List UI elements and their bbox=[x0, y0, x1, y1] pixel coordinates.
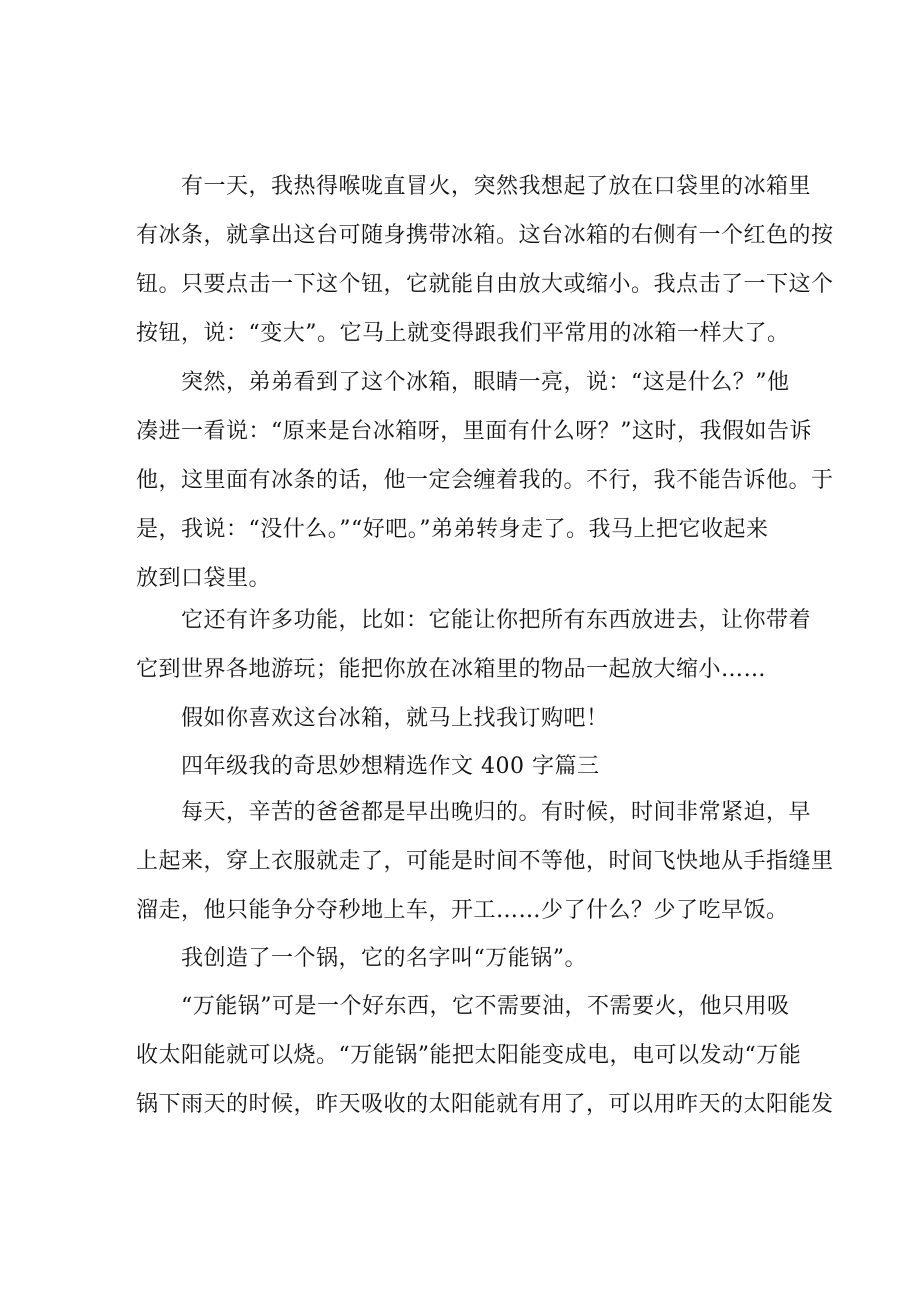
paragraph-3-line-2: 它到世界各地游玩；能把你放在冰箱里的物品一起放大缩小…… bbox=[136, 657, 767, 682]
paragraph-2-line-3: 他，这里面有冰条的话，他一定会缠着我的。不行，我不能告诉他。于 bbox=[136, 468, 834, 493]
paragraph-7-line-3: 锅下雨天的时候，昨天吸收的太阳能就有用了，可以用昨天的太阳能发 bbox=[136, 1092, 834, 1117]
paragraph-2-line-5: 放到口袋里。 bbox=[136, 566, 272, 591]
paragraph-7-line-1: “万能锅”可是一个好东西，它不需要油，不需要火，他只用吸 bbox=[181, 994, 790, 1019]
paragraph-5-line-2: 上起来，穿上衣服就走了，可能是时间不等他，时间飞快地从手指缝里 bbox=[136, 849, 834, 874]
paragraph-1-line-1: 有一天，我热得喉咙直冒火，突然我想起了放在口袋里的冰箱里 bbox=[181, 174, 812, 199]
paragraph-3-line-1: 它还有许多功能，比如：它能让你把所有东西放进去，让你带着 bbox=[181, 608, 812, 633]
paragraph-7-line-2: 收太阳能就可以烧。“万能锅”能把太阳能变成电，电可以发动“万能 bbox=[136, 1043, 802, 1068]
section-heading: 四年级我的奇思妙想精选作文 400 字篇三 bbox=[181, 754, 600, 779]
paragraph-1-line-2: 有冰条，就拿出这台可随身携带冰箱。这台冰箱的右侧有一个红色的按 bbox=[136, 223, 834, 248]
paragraph-1-line-4: 按钮，说：“变大”。它马上就变得跟我们平常用的冰箱一样大了。 bbox=[136, 321, 790, 346]
paragraph-2-line-2: 凑进一看说：“原来是台冰箱呀，里面有什么呀？”这时，我假如告诉 bbox=[136, 419, 812, 444]
paragraph-1-line-3: 钮。只要点击一下这个钮，它就能自由放大或缩小。我点击了一下这个 bbox=[136, 272, 834, 297]
paragraph-6-line-1: 我创造了一个锅，它的名字叫“万能锅”。 bbox=[181, 946, 587, 971]
paragraph-5-line-3: 溜走，他只能争分夺秒地上车，开工……少了什么？少了吃早饭。 bbox=[136, 898, 789, 923]
paragraph-2-line-4: 是，我说：“没什么。”“好吧。”弟弟转身走了。我马上把它收起来 bbox=[136, 517, 769, 542]
paragraph-4-line-1: 假如你喜欢这台冰箱，就马上找我订购吧！ bbox=[181, 706, 609, 731]
paragraph-5-line-1: 每天，辛苦的爸爸都是早出晚归的。有时候，时间非常紧迫，早 bbox=[181, 800, 812, 825]
paragraph-2-line-1: 突然，弟弟看到了这个冰箱，眼睛一亮，说：“这是什么？”他 bbox=[181, 370, 790, 395]
